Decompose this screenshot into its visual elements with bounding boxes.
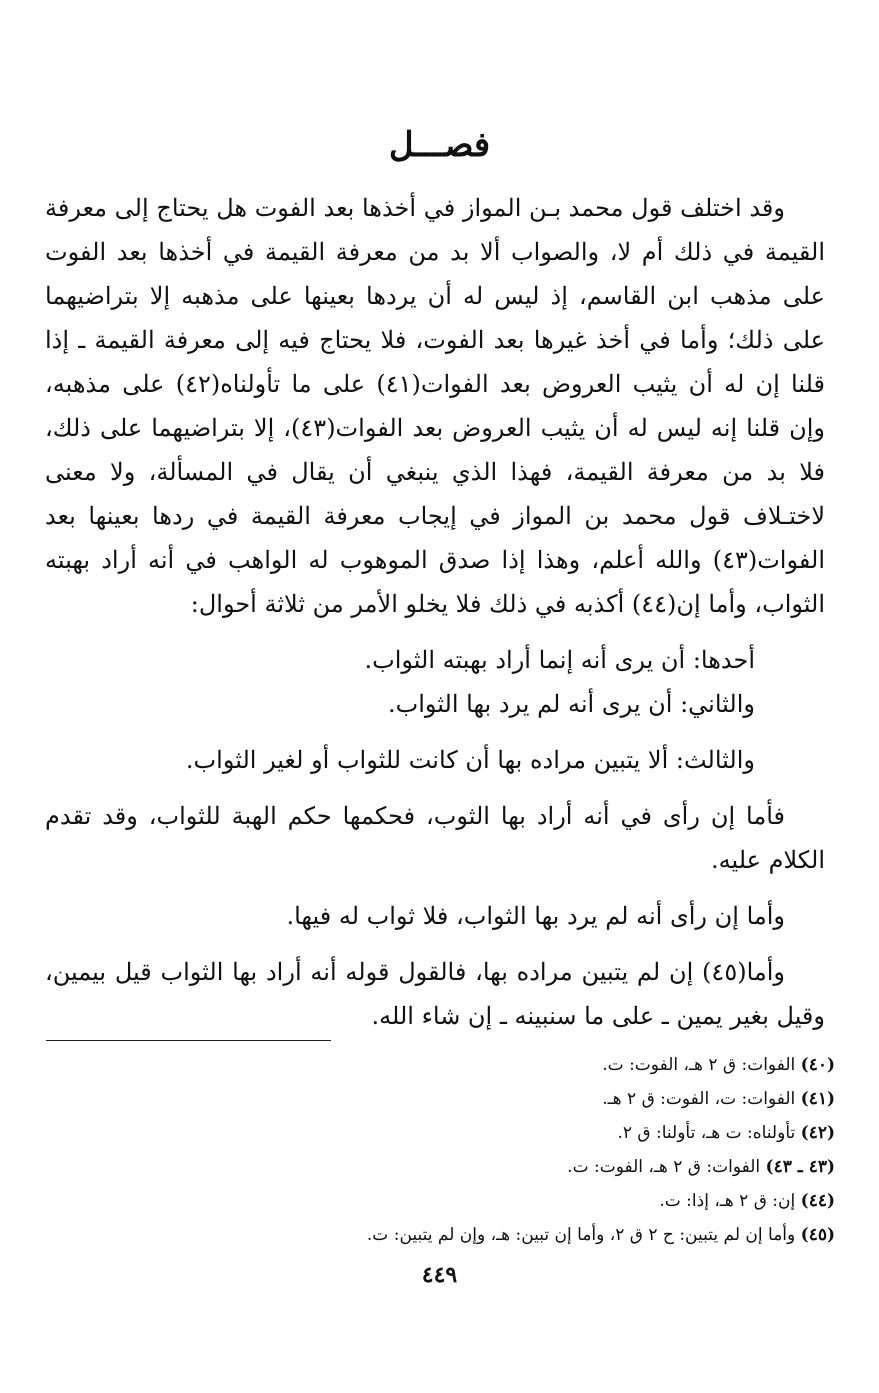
footnotes — [45, 1048, 835, 1252]
footnote — [45, 1116, 835, 1150]
footnote — [45, 1184, 835, 1218]
main-text — [45, 186, 825, 1038]
footnote-text: تأولناه: ت هـ، تأولنا: ق ٢. — [617, 1123, 796, 1143]
paragraph-2: فأما إن رأى في أنه أراد بها الثوب، فحكمها حكم الهبة للثواب، وقد تقدم الكلام عليه. — [45, 802, 825, 874]
footnote-text: الفوات: ق ٢ هـ، الفوت: ت. — [567, 1157, 761, 1177]
list-item-second: والثاني: أن يرى أنه لم يرد بها الثواب. — [388, 690, 755, 718]
footnote-number: (٤٣ ـ ٤٣) — [765, 1157, 835, 1177]
footnote-text: الفوات: ق ٢ هـ، الفوت: ت. — [602, 1055, 796, 1075]
footnote — [45, 1048, 835, 1082]
footnote-text: الفوات: ت، الفوت: ق ٢ هـ. — [602, 1089, 796, 1109]
footnote-number: (٤٢) — [800, 1123, 835, 1143]
footnote-text: وأما إن لم يتبين: ح ٢ ق ٢، وأما إن تبين: هـ، وإن لم يتبين: ت. — [366, 1225, 796, 1245]
footnote-number: (٤٤) — [800, 1191, 835, 1211]
footnote — [45, 1218, 835, 1252]
footnote-number: (٤٠) — [800, 1055, 835, 1075]
list-item-third: والثالث: ألا يتبين مراده بها أن كانت للثواب أو لغير الثواب. — [185, 746, 755, 774]
footnote — [45, 1082, 835, 1116]
page-number: ٤٤٩ — [421, 1262, 458, 1288]
section-heading: فصـــل — [388, 125, 491, 165]
paragraph-3: وأما إن رأى أنه لم يرد بها الثواب، فلا ثواب له فيها. — [286, 902, 785, 930]
footnote — [45, 1150, 835, 1184]
list-item-first: أحدها: أن يرى أنه إنما أراد بهبته الثواب. — [364, 646, 755, 674]
footnote-text: إن: ق ٢ هـ، إذا: ت. — [659, 1191, 796, 1211]
paragraph-1: وقد اختلف قول محمد بـن المواز في أخذها بعد الفوت هل يحتاج إلى معرفة القيمة في ذلك أم لا، والصواب ألا بد من معرفة القيمة في أخذها بعد الفوت على مذهب ابن القاسم، إذ ليس له أن يردها بعينها على مذهبه إلا بتراضيهما على ذلك؛ وأما في أخذ غيرها بعد الفوت، فلا يحتاج فيه إلى معرفة القيمة ـ إذا قلنا إن له أن يثيب العروض بعد الفوات(٤١) على ما تأولناه(٤٢) على مذهبه، وإن قلنا إنه ليس له أن يثيب العروض بعد الفوات(٤٣)، إلا بتراضيهما على ذلك، فلا بد من معرفة القيمة، فهذا الذي ينبغي أن يقال في المسألة، ولا معنى لاختـلاف قول محمد بن المواز في إيجاب معرفة القيمة في ردها بعينها بعد الفوات(٤٣) والله أعلم، وهذا إذا صدق الموهوب له الواهب في أنه أراد بهبته الثواب، وأما إن(٤٤) أكذبه في ذلك فلا يخلو الأمر من ثلاثة أحوال: — [45, 194, 826, 618]
paragraph-4: وأما(٤٥) إن لم يتبين مراده بها، فالقول قوله أنه أراد بها الثواب قيل بيمين، وقيل بغير يمين ـ على ما سنبينه ـ إن شاء الله. — [45, 958, 825, 1030]
footnote-number: (٤١) — [800, 1089, 835, 1109]
footnote-separator — [46, 1040, 331, 1041]
footnote-number: (٤٥) — [800, 1225, 835, 1245]
